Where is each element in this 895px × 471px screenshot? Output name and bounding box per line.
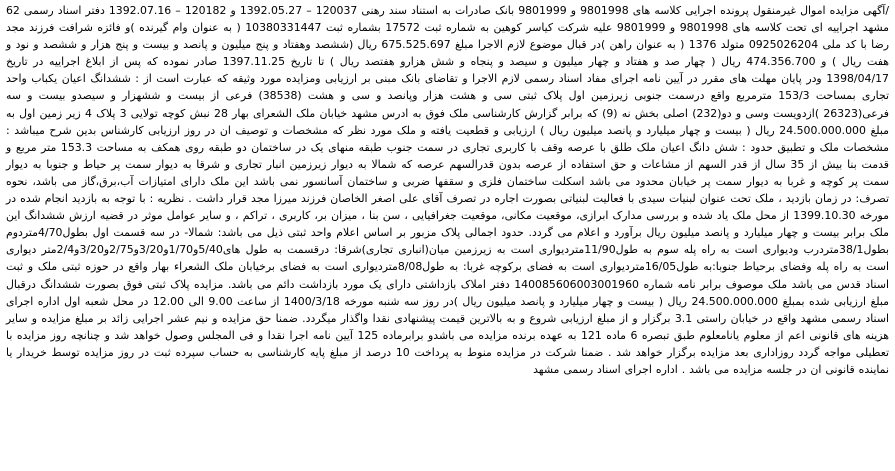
auction-notice-text: /آگهی مزایده اموال غیرمنقول پرونده اجرایی کلاسه های 9801998 و 9801999 بانک صادرات به استناد سند رهنی 120037 – 1392.05.27 و 120182 – 1392.07.16 دفتر اسناد رسمی 62 مشهد اجراییه ای تحت کلاسه های 9801998 و 9801999 علیه شرکت کیاسر کوهین به شماره ثبت 17572 بشماره ثبت 10380331447 ( به عنوان وام گیرنده )و فائزه شرافت فرزند مجد رضا با کد ملی 0925026204 متولد 1376 ( به عنوان راهن )در قبال موضوع لازم الاجرا مبلغ 675.525.697 ریال (ششصد وهفتاد و پنج میلیون و پانصد و بیست و پنج هزار و ششصد و نود و هفت ریال ) و 474.356.700 ریال ( چهار صد و هفتاد و چهار میلیون و سیصد و پنجاه و شش هزارو هفتصد ریال ) تا تاریخ 1397.11.25 صادر نموده که پس از ابلاغ اجراییه در تاریخ 1398/04/17 ودر پایان مهلت های مقرر در آیین نامه اجرای مفاد اسناد رسمی لازم الاجرا و تقاضای بانک مبنی بر ارزیابی ومزایده مورد وثیقه که عبارت است از : ششدانگ اعیان یکباب واحد تجاری بمساحت 153/3 مترمربع واقع درسمت جنوبی زیرزمین اول پلاک ثبتی سی و هشت هزار وپانصد و سی و هشت (38538) فرعی از بیست و ششهزار و سیصدو بیست و سه فرعی(26323 )ازدویست وسی و دو(232) اصلی بخش نه (9) که برابر گزارش کارشناسی ملک فوق به ادرس مشهد خیابان ملک الشعرای بهار 28 نبش کوچه تولایی 3 پلاک 4 زیر زمین اول به مبلغ 24.500.000.000 ریال ( بیست و چهار میلیارد و پانصد میلیون ریال ) ارزیابی و قطعیت یافته و ملک مورد نظر که مشخصات و توصیف ان در روز ارزیابی کارشناس بدین شرح میباشد : مشخصات ملک و تطبیق حدود : شش دانگ اعیان ملک طلق با عرصه وقف با کاربری تجاری در سمت جنوب طبقه منهای یک در ساختمان دو طبقه روی همکف به مساحت 153.3 متر مربع و قدمت بنا بیش از 35 سال از قدر السهم از مشاعات و حق استفاده از عرصه بدون قدرالسهم عرصه که شمالا به دیوار زیرزمین انبار تجاری و شرقا به دیوار سمت پر حیاط و جنوبا به دیوار سمت پر کوچه و غربا به دیوار سمت پر خیابان محدود می باشد اسکلت ساختمان فلزی و سقفها ضربی و ساختمان آسانسور نمی باشد این ملک دارای امتیازات آب،برق،گاز می باشد، نحوه تصرف: در زمان بازدید ، ملک تحت عنوان لبنیات سیدی با فعالیت لبنیاتی بصورت اجاره در تصرف آقای علی اصغر الخاصان فرزند میرزا مجد قرار داشت . نظریه : با توجه به بازدید انجام شده در مورخه 1399.10.30 از محل ملک یاد شده و بررسی مدارک ابرازی، موقعیت مکانی، موقعیت جغرافیایی ، سن بنا ، میزان بر، کاربری ، تراکم ، و سایر عوامل موثر در قضیه ارزش ششدانگ این ملک برابر بیست و چهار میلیارد و پانصد میلیون ریال برآورد و اعلام می گردد. حدود اجمالی پلاک مزبور بر اساس اعلام واحد ثبتی ذیل می باشد: شمالا- در سه قسمت اول بطول4/70متردوم بطول38/1متردرب ودیواری است به راه پله سوم به طول11/90مترديواری است به زیرزمین میان(انباری تجاری)شرقا: درقسمت به طول های5/40و1/70و3/20و2/75و3/20و2/4متر دیواری است به راه پله وفضای برحیاط جنوبا:به طول16/05متردیواری است به فضای برکوچه غربا: به طول8/08متردیواری است به فضای برخیابان ملک الشعراء بهار واقع در حوزه ثبتی ملک و ثبت اسناد قدس می باشد ملک موصوف برابر نامه شماره 140085606003001960 دفتر املاک بازداشتی دارای یک مورد بازداشت دائم می باشد. مزایده پلاک ثبتی فوق بصورت ششدانگ درقبال مبلغ ارزیابی شده بمبلغ 24.500.000.000 ریال ( بیست و چهار میلیارد و پانصد میلیون ریال )در روز سه شنبه مورخه 1400/3/18 از ساعت 9.00 الی 12.00 در محل شعبه اول اداره اجرای اسناد رسمی مشهد واقع در خیابان راستی 3.1 برگزار و از مبلغ ارزیابی شروع و به بالاترین قیمت پیشنهادی نقدا واگذار میگردد. ضمنا حق مزایده و نیم عشر اجرایی زائد بر مبلغ مزایده و سایر هزینه های قانونی اعم از معلوم یانامعلوم طبق تبصره 6 ماده 121 به عهده برنده مزایده می باشدو برابرماده 125 آیین نامه اجرا نقدا و فی المجلس وصول خواهد شد و چنانچه روز مزایده با تعطیلی مواجه گردد روزاداری بعد مزایده برگزار خواهد شد . ضمنا شرکت در مزایده منوط به پرداخت 10 درصد از مبلغ پایه کارشناسی به حساب سپرده ثبت در روز مزایده توسط خریدار یا نماینده قانونی ان در جلسه مزایده می باشد . اداره اجرای اسناد رسمی مشهد	[6, 4, 890, 376]
